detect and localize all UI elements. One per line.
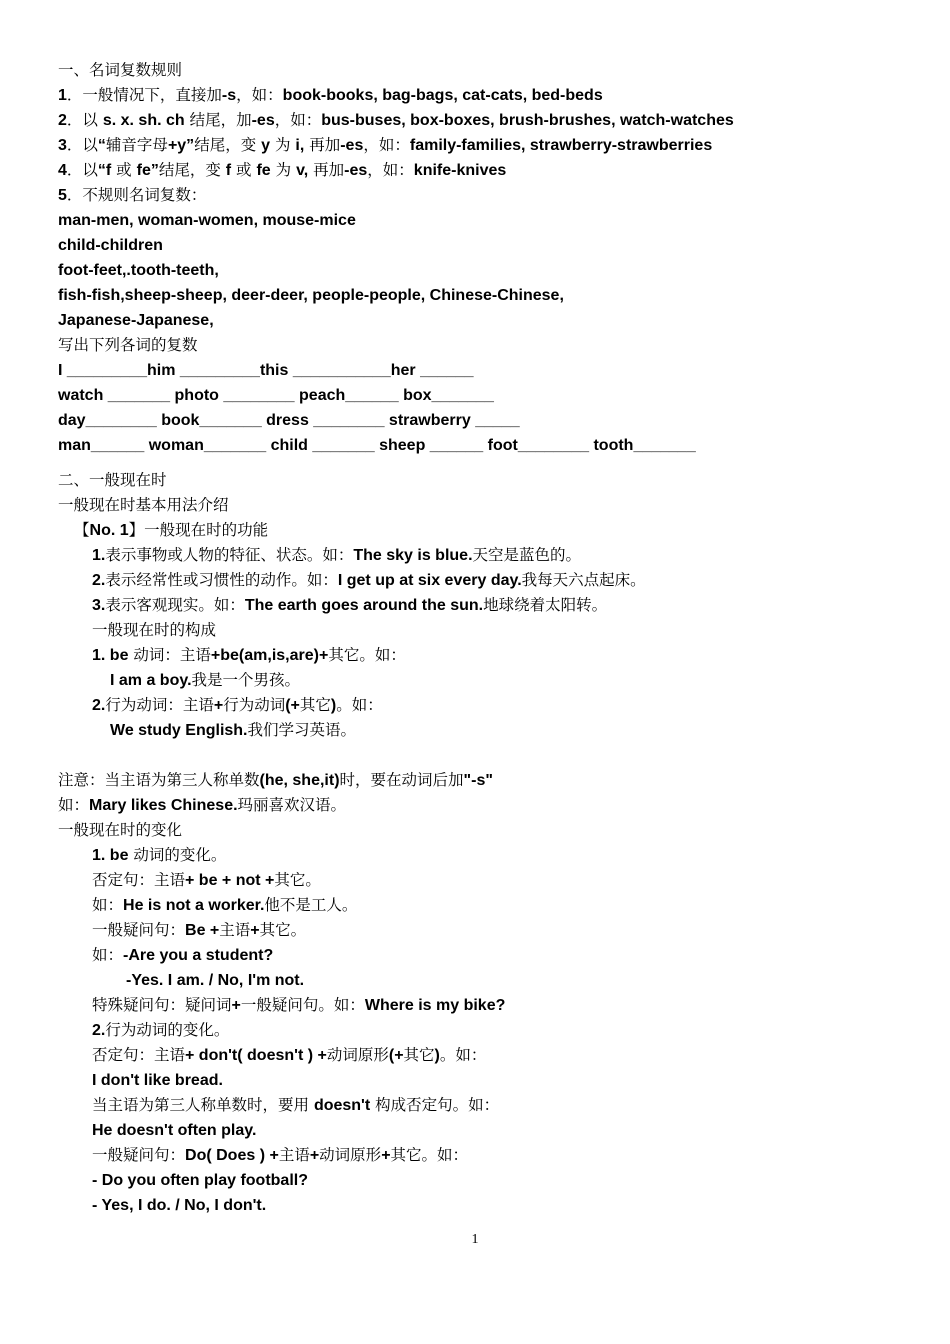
text-span: 玛丽喜欢汉语。 bbox=[237, 796, 347, 814]
bold-text: He doesn't often play. bbox=[92, 1122, 257, 1139]
text-line bbox=[0, 793, 950, 818]
bold-text: foot-feet,.tooth-teeth, bbox=[58, 262, 219, 279]
text-span: 为 bbox=[270, 136, 296, 154]
bold-text: + be + not + bbox=[185, 872, 275, 889]
text-span: 或 bbox=[111, 161, 137, 179]
text-span: ．不规则名词复数： bbox=[66, 186, 207, 204]
text-span: 一般现在时基本用法介绍 bbox=[58, 496, 229, 514]
text-line bbox=[0, 1068, 950, 1093]
bold-text: 2 bbox=[58, 112, 67, 129]
text-span: ．以 bbox=[66, 161, 98, 179]
bold-text: "-s" bbox=[463, 772, 493, 789]
text-line bbox=[0, 333, 950, 358]
text-line bbox=[0, 183, 950, 208]
text-span: 写出下列各词的复数 bbox=[58, 336, 198, 354]
bold-text: Where is my bike? bbox=[364, 997, 506, 1014]
bold-text: + don't( doesn't ) + bbox=[185, 1047, 327, 1064]
text-span: 他不是工人。 bbox=[264, 896, 358, 914]
text-line bbox=[0, 108, 950, 133]
text-span: 结尾，变 bbox=[194, 136, 262, 154]
bold-text: s. x. sh. ch bbox=[102, 112, 185, 129]
bold-text: f bbox=[225, 162, 232, 179]
text-span: 我每天六点起床。 bbox=[521, 571, 646, 589]
text-span: 主语 bbox=[219, 921, 251, 939]
text-span: 。如： bbox=[439, 1046, 487, 1064]
text-span: 动词的变化。 bbox=[128, 846, 227, 864]
text-span: ，如： bbox=[363, 136, 410, 154]
bold-text: -s bbox=[221, 87, 237, 104]
bold-text: bus-buses, box-boxes, brush-brushes, watch-watches bbox=[321, 112, 734, 129]
text-span: 其它。 bbox=[274, 871, 321, 889]
text-span: ，如： bbox=[274, 111, 322, 129]
text-line bbox=[0, 358, 950, 383]
text-span: 一般现在时的变化 bbox=[58, 821, 183, 839]
text-line bbox=[0, 718, 950, 743]
text-span: 否定句：主语 bbox=[92, 1046, 186, 1064]
text-span: 一般现在时的构成 bbox=[92, 621, 217, 639]
bold-text: I don't like bread. bbox=[92, 1072, 223, 1089]
text-line bbox=[0, 593, 950, 618]
text-line bbox=[0, 743, 950, 793]
text-span: 其它 bbox=[403, 1046, 435, 1064]
text-span: 否定句：主语 bbox=[92, 871, 186, 889]
text-span: 当主语为第三人称单数时，要用 bbox=[92, 1096, 314, 1114]
bold-text: 3 bbox=[58, 137, 67, 154]
text-line bbox=[0, 1168, 950, 1193]
text-span: 一般疑问句： bbox=[92, 1146, 186, 1164]
bold-text: 1. bbox=[92, 547, 106, 564]
bold-text: +be(am,is,are)+ bbox=[210, 647, 329, 664]
bold-text: watch _______ photo ________ peach______ box_______ bbox=[58, 387, 494, 404]
text-span: 天空是蓝色的。 bbox=[472, 546, 582, 564]
text-span: 一般疑问句。如： bbox=[240, 996, 365, 1014]
bold-text: + bbox=[309, 1147, 320, 1164]
text-span: 结尾，加 bbox=[184, 111, 252, 129]
text-span: 】一般现在时的功能 bbox=[128, 521, 269, 539]
text-line bbox=[0, 1043, 950, 1068]
bold-text: The earth goes around the sun. bbox=[244, 597, 484, 614]
bold-text: Be + bbox=[185, 922, 220, 939]
bold-text: fe bbox=[256, 162, 271, 179]
text-line bbox=[0, 693, 950, 718]
text-span: 【 bbox=[74, 521, 90, 539]
text-span: 表示经常性或习惯性的动作。如： bbox=[105, 571, 338, 589]
bold-text: child-children bbox=[58, 237, 163, 254]
text-line bbox=[0, 258, 950, 283]
text-line bbox=[0, 458, 950, 493]
text-line bbox=[0, 643, 950, 668]
text-span: 二、一般现在时 bbox=[58, 471, 167, 489]
bold-text: v, bbox=[296, 162, 309, 179]
text-line bbox=[0, 133, 950, 158]
bold-text: Mary likes Chinese. bbox=[89, 797, 238, 814]
text-span: ，如： bbox=[367, 161, 414, 179]
bold-text: 5 bbox=[58, 187, 67, 204]
bold-text: + bbox=[381, 1147, 391, 1164]
text-line bbox=[0, 568, 950, 593]
text-line bbox=[0, 818, 950, 843]
text-line bbox=[0, 208, 950, 233]
bold-text: He is not a worker. bbox=[123, 897, 265, 914]
bold-text: + bbox=[250, 922, 260, 939]
text-line bbox=[0, 993, 950, 1018]
text-line bbox=[0, 518, 950, 543]
bold-text: + bbox=[213, 697, 224, 714]
text-line bbox=[0, 158, 950, 183]
text-span: 其它 bbox=[299, 696, 331, 714]
bold-text: I _________him _________this ___________her ______ bbox=[58, 362, 474, 379]
bold-text: We study English. bbox=[110, 722, 248, 739]
text-span: 地球绕着太阳转。 bbox=[483, 596, 608, 614]
bold-text: ) bbox=[330, 697, 337, 714]
text-span: 结尾，变 bbox=[158, 161, 226, 179]
text-span: 行为动词的变化。 bbox=[105, 1021, 230, 1039]
bold-text: -es bbox=[340, 137, 364, 154]
text-span: ．以 bbox=[66, 136, 98, 154]
text-span: 其它。如： bbox=[390, 1146, 469, 1164]
bold-text: The sky is blue. bbox=[353, 547, 473, 564]
text-line bbox=[0, 283, 950, 308]
text-span: 其它。如： bbox=[328, 646, 406, 664]
text-span: 或 bbox=[231, 161, 257, 179]
text-span: 注意：当主语为第三人称单数 bbox=[58, 771, 260, 789]
bold-text: (he, she,it) bbox=[259, 772, 340, 789]
bold-text: Do( Does ) + bbox=[185, 1147, 279, 1164]
bold-text: +y” bbox=[167, 137, 195, 154]
bold-text: man-men, woman-women, mouse-mice bbox=[58, 212, 356, 229]
bold-text: 1. be bbox=[92, 847, 129, 864]
text-line bbox=[0, 493, 950, 518]
text-line bbox=[0, 893, 950, 918]
text-span: 构成否定句。如： bbox=[370, 1096, 500, 1114]
text-span: 动词原形 bbox=[326, 1046, 389, 1064]
text-span: 行为动词 bbox=[223, 696, 286, 714]
text-line bbox=[0, 618, 950, 643]
bold-text: Japanese-Japanese, bbox=[58, 312, 214, 329]
bold-text: - Yes, I do. / No, I don't. bbox=[92, 1197, 267, 1214]
text-line bbox=[0, 1118, 950, 1143]
bold-text: 4 bbox=[58, 162, 67, 179]
bold-text: -es bbox=[344, 162, 368, 179]
text-line bbox=[0, 308, 950, 333]
text-span: 再加 bbox=[308, 161, 345, 179]
bold-text: -es bbox=[251, 112, 275, 129]
bold-text: 2. bbox=[92, 697, 106, 714]
bold-text: 1 bbox=[58, 87, 67, 104]
text-line bbox=[0, 1143, 950, 1168]
bold-text: (+ bbox=[285, 697, 300, 714]
bold-text: I am a boy. bbox=[110, 672, 192, 689]
text-span: 表示客观现实。如： bbox=[105, 596, 245, 614]
text-line bbox=[0, 918, 950, 943]
text-line bbox=[0, 668, 950, 693]
text-span: 如： bbox=[58, 796, 90, 814]
bold-text: family-families, strawberry-strawberries bbox=[409, 137, 713, 154]
text-span: 。如： bbox=[336, 696, 383, 714]
bold-text: 2. bbox=[92, 572, 106, 589]
text-span: 行为动词：主语 bbox=[105, 696, 214, 714]
text-span: 动词：主语 bbox=[128, 646, 211, 664]
text-line bbox=[0, 83, 950, 108]
bold-text: I get up at six every day. bbox=[337, 572, 522, 589]
bold-text: doesn't bbox=[313, 1097, 371, 1114]
text-span: 主语 bbox=[278, 1146, 310, 1164]
text-line bbox=[0, 1018, 950, 1043]
text-span: ，如： bbox=[236, 86, 283, 104]
text-line bbox=[0, 543, 950, 568]
text-line bbox=[0, 433, 950, 458]
bold-text: day________ book_______ dress ________ strawberry _____ bbox=[58, 412, 520, 429]
text-span: 再加 bbox=[304, 136, 341, 154]
page-number: 1 bbox=[471, 1232, 479, 1247]
text-line bbox=[0, 383, 950, 408]
text-span: 时，要在动词后加 bbox=[339, 771, 464, 789]
bold-text: -Are you a student? bbox=[123, 947, 274, 964]
text-line bbox=[0, 843, 950, 868]
bold-text: “ bbox=[97, 137, 106, 154]
bold-text: y bbox=[261, 137, 271, 154]
bold-text: ) bbox=[434, 1047, 440, 1064]
text-span: 表示事物或人物的特征、状态。如： bbox=[105, 546, 354, 564]
text-line bbox=[0, 233, 950, 258]
bold-text: man______ woman_______ child _______ sheep ______ foot________ tooth_______ bbox=[58, 437, 696, 454]
bold-text: book-books, bag-bags, cat-cats, bed-beds bbox=[282, 87, 603, 104]
bold-text: “f bbox=[97, 162, 112, 179]
text-span: 特殊疑问句：疑问词 bbox=[92, 996, 232, 1014]
text-span: 辅音字母 bbox=[105, 136, 168, 154]
text-span: 一、名词复数规则 bbox=[58, 61, 183, 79]
text-line bbox=[0, 408, 950, 433]
bold-text: fish-fish,sheep-sheep, deer-deer, people-people, Chinese-Chinese, bbox=[58, 287, 564, 304]
bold-text: 2. bbox=[92, 1022, 106, 1039]
bold-text: knife-knives bbox=[413, 162, 507, 179]
text-span: ．以 bbox=[66, 111, 103, 129]
bold-text: No. 1 bbox=[89, 522, 129, 539]
bold-text: 1. be bbox=[92, 647, 129, 664]
text-line bbox=[0, 58, 950, 83]
text-line bbox=[0, 868, 950, 893]
bold-text: + bbox=[231, 997, 241, 1014]
bold-text: -Yes. I am. / No, I'm not. bbox=[126, 972, 305, 989]
text-span: ．一般情况下，直接加 bbox=[66, 86, 222, 104]
text-line bbox=[0, 943, 950, 968]
bold-text: (+ bbox=[388, 1047, 404, 1064]
text-line bbox=[0, 1193, 950, 1218]
text-span: 为 bbox=[270, 161, 297, 179]
text-span: 如： bbox=[92, 946, 124, 964]
document-page bbox=[0, 58, 950, 1218]
text-span: 一般疑问句： bbox=[92, 921, 186, 939]
text-line bbox=[0, 1093, 950, 1118]
bold-text: i, bbox=[295, 137, 305, 154]
bold-text: 3. bbox=[92, 597, 106, 614]
text-span: 如： bbox=[92, 896, 124, 914]
text-span: 我是一个男孩。 bbox=[191, 671, 301, 689]
text-line bbox=[0, 968, 950, 993]
text-span: 动词原形 bbox=[319, 1146, 382, 1164]
text-span: 其它。 bbox=[259, 921, 307, 939]
bold-text: - Do you often play football? bbox=[92, 1172, 308, 1189]
bold-text: fe” bbox=[136, 162, 159, 179]
text-span: 我们学习英语。 bbox=[247, 721, 357, 739]
